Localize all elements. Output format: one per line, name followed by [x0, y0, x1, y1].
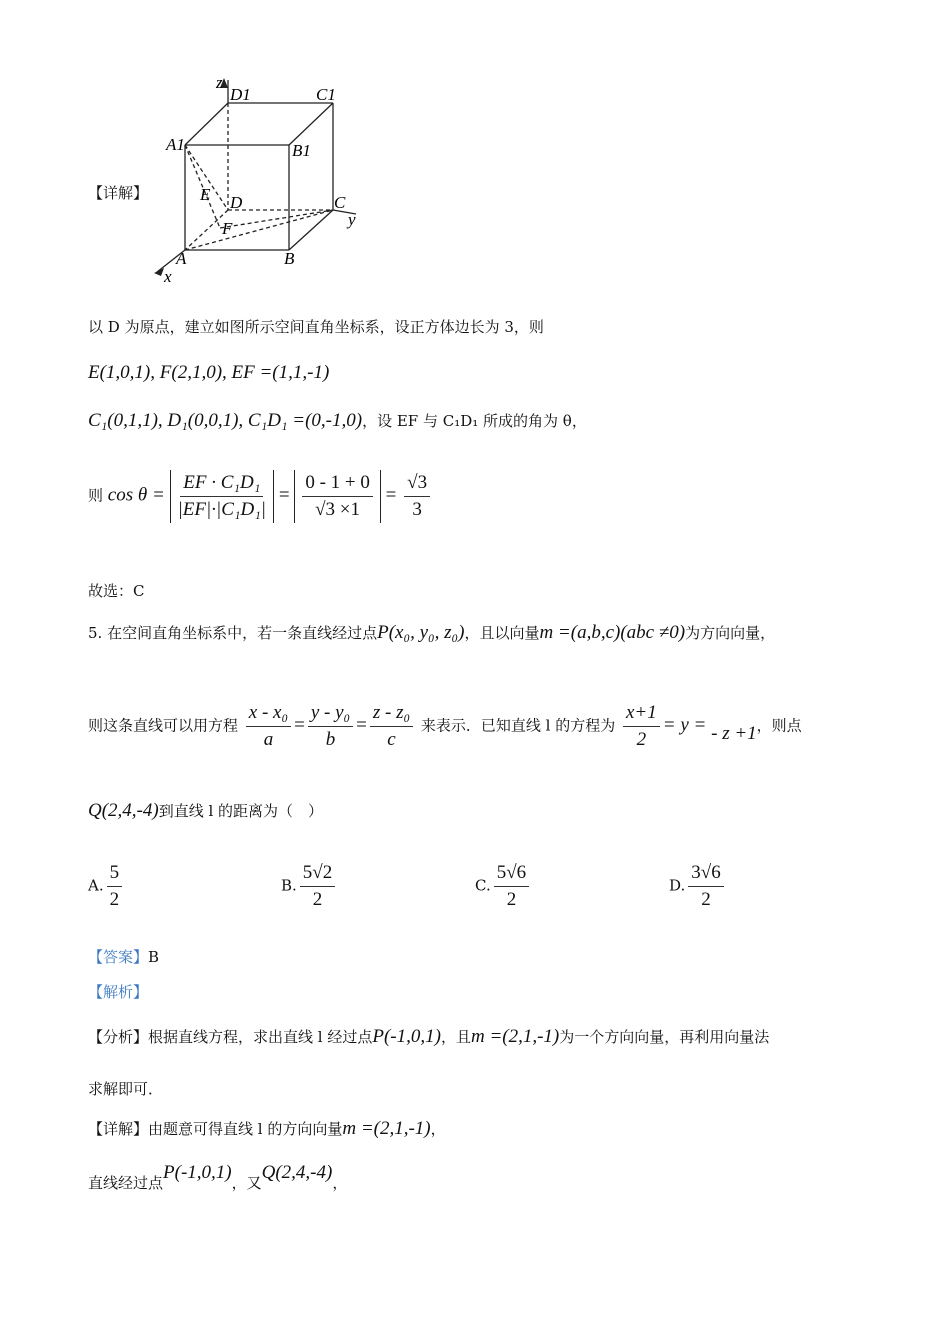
label-d: D: [230, 193, 243, 212]
last-line: [88, 1162, 348, 1194]
denominator: c: [387, 729, 396, 750]
numerator: x - x₀: [246, 700, 291, 727]
label-y: y: [348, 210, 356, 229]
equation: E(1,0,1), F(2,1,0), EF =(1,1,-1): [88, 362, 330, 383]
equation: cos θ =: [107, 484, 165, 506]
numerator: 5√6: [494, 860, 529, 887]
answer-line: [88, 946, 159, 967]
label-b: B: [284, 249, 295, 268]
label-d1: D1: [230, 85, 251, 104]
option-a[interactable]: [88, 860, 125, 913]
text: ，: [332, 1174, 348, 1192]
denominator: 2: [506, 889, 517, 910]
analysis-label: 【解析】: [88, 983, 149, 1001]
numerator: x+1: [623, 700, 660, 727]
label-b1: B1: [292, 141, 311, 160]
equation: C₁(0,1,1), D₁(0,0,1), C₁D₁ =(0,-1,0): [88, 410, 363, 431]
label-a: A: [176, 249, 187, 268]
numerator: 5√2: [300, 860, 335, 887]
denominator: 2: [636, 729, 647, 750]
numerator: √3: [404, 470, 430, 497]
denominator: √3 ×1: [315, 499, 361, 520]
option-c[interactable]: [475, 860, 532, 913]
numerator: EF · C₁D₁: [180, 470, 263, 497]
question-5-line2: 则这条直线可以用方程 $\frac{\text{x - x₀}}{a}$ = $\frac{\text{y - y₀}}{b}$ = $\frac{\text{z - z₀}}{c}$ 来表示．已知直线 l 的方程为 $\frac{x+1}{2}$ = y = - z +1，则点: [88, 700, 802, 753]
denominator: 2: [109, 889, 120, 910]
text: 根据直线方程，求出直线 l 经过点: [148, 1028, 373, 1046]
denominator: 2: [312, 889, 323, 910]
label-c: C: [334, 193, 346, 212]
vector-m: m =(a,b,c)(abc ≠0): [539, 622, 686, 643]
text: 为方向向量，: [685, 624, 776, 642]
numerator: 0 - 1 + 0: [302, 470, 373, 497]
choice-text: 故选：C: [88, 582, 145, 600]
numerator: z - z₀: [370, 700, 413, 727]
option-label: B.: [281, 876, 297, 895]
answer-label: 【答案】: [88, 948, 149, 966]
text: 直线经过点: [88, 1174, 164, 1192]
option-label: C.: [475, 876, 491, 895]
answer-value: B: [148, 948, 160, 966]
numerator: y - y₀: [308, 700, 353, 727]
denominator: a: [263, 729, 274, 750]
vector-m: m =(2,1,-1): [342, 1118, 431, 1139]
equation: - z +1: [711, 722, 757, 744]
point-p: P(x₀, y₀, z₀): [377, 622, 465, 643]
text: ，又: [231, 1174, 262, 1192]
fenxi-line: [88, 1026, 769, 1048]
denominator: b: [325, 729, 336, 750]
denominator: 2: [701, 889, 711, 910]
denominator: 3: [412, 499, 422, 520]
text: 到直线 l 的距离为（ ）: [158, 802, 324, 820]
numerator: 3√6: [688, 860, 723, 887]
text: 则: [88, 486, 104, 505]
text: ，: [430, 1120, 446, 1138]
point-p: P(-1,0,1): [372, 1026, 441, 1047]
label-c1: C1: [316, 85, 336, 104]
numerator: 5: [107, 860, 123, 887]
detail-label: 【详解】: [88, 184, 149, 202]
label: 【分析】: [88, 1028, 149, 1046]
label: 【详解】: [88, 1120, 149, 1138]
text: 则这条直线可以用方程: [88, 716, 239, 735]
point-q: Q(2,4,-4): [88, 800, 159, 821]
equation: = y =: [662, 714, 707, 736]
question-5-line1: [88, 622, 775, 644]
text: 5. 在空间直角坐标系中，若一条直线经过点: [88, 624, 378, 642]
option-b[interactable]: [281, 860, 338, 913]
point-q: Q(2,4,-4): [261, 1162, 333, 1183]
text: ，则点: [756, 716, 802, 735]
text: ，且: [440, 1028, 471, 1046]
option-d[interactable]: [669, 860, 727, 913]
paragraph: 以 D 为原点，建立如图所示空间直角坐标系，设正方体边长为 3，则: [88, 318, 544, 336]
cos-equation: 则 cos θ = $\frac{\text{EF · C₁D₁}}{\text{|EF|·|C₁D₁|}}$ = $\frac{0 - 1 + 0}{√3 \times 1}$ = $\frac{√3}{3}$: [88, 470, 433, 523]
fenxi-line2: 求解即可．: [88, 1080, 164, 1098]
text: 来表示．已知直线 l 的方程为: [420, 716, 616, 735]
point-p: P(-1,0,1): [163, 1162, 232, 1183]
label-z: z: [216, 73, 223, 92]
label-e: E: [200, 185, 211, 204]
question-5-line3: [88, 800, 323, 822]
text: 为一个方向向量，再利用向量法: [559, 1028, 770, 1046]
option-label: D.: [669, 876, 686, 895]
label-x: x: [164, 267, 172, 286]
denominator: |EF|·|C₁D₁|: [177, 499, 267, 520]
label-f: F: [222, 219, 233, 238]
vector-m: m =(2,1,-1): [470, 1026, 560, 1047]
label-a1: A1: [166, 135, 185, 154]
text: ，设 EF 与 C₁D₁ 所成的角为 θ，: [362, 412, 587, 430]
text: 由题意可得直线 l 的方向向量: [148, 1120, 343, 1138]
xiangjie-line: [88, 1118, 446, 1140]
equation-line: [88, 410, 587, 432]
cube-diagram: [140, 70, 380, 290]
option-label: A.: [88, 876, 104, 895]
text: ，且以向量: [464, 624, 540, 642]
